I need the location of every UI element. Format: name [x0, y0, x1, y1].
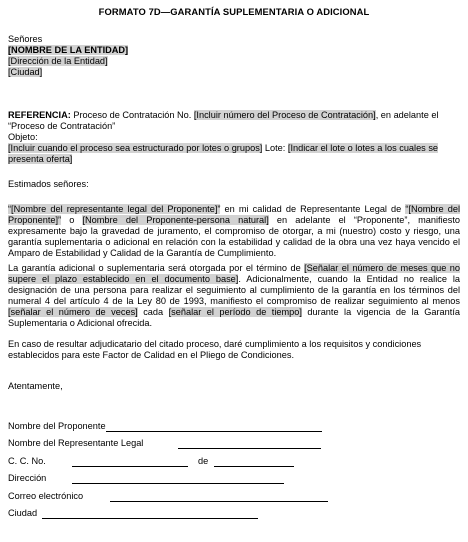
proponent-row [8, 414, 460, 432]
paragraph-text: durante la vigencia de la Garantía Suplementaria o Adicional ofrecida. [8, 307, 460, 328]
city-line[interactable] [42, 510, 258, 519]
months-placeholder: [Señalar el número de meses que no supere el plazo establecido en el documento base] [8, 263, 460, 284]
lot-value: [Indicar el lote o lotes a los cuales se presenta oferta] [8, 143, 439, 164]
paragraph-commitment [8, 204, 460, 259]
paragraph-text: La garantía adicional o suplementaria será otorgada por el término de [8, 263, 305, 273]
paragraph-text: cada [137, 307, 169, 317]
closing: Atentamente, [8, 381, 63, 391]
paragraph-text: . Adicionalmente, cuando la Entidad no realice la designación de una persona para realizar el seguimiento al cumplimiento de la garantía en los términos del numeral 4 del artículo 4 de la Ley 80 de 1993, manifiesto el compromiso de realizar seguimiento al menos [8, 274, 460, 306]
lot-label: Lote: [262, 143, 288, 153]
reference-line [8, 110, 460, 132]
representative-line[interactable] [178, 440, 321, 449]
paragraph-term [8, 263, 460, 329]
reference-label: REFERENCIA: [8, 110, 71, 120]
process-number-placeholder: [Incluir número del Proceso de Contratación] [193, 110, 376, 120]
entity-direction [8, 56, 460, 67]
email-row [8, 484, 460, 502]
address-row [8, 467, 460, 485]
cc-place-line[interactable] [214, 458, 294, 467]
lot-instruction: [Incluir cuando el proceso sea estructurado por lotes o grupos] [8, 143, 263, 153]
paragraph-text: en adelante el “Proponente”, manifiesto expresamente bajo la gravedad de juramento, el compromiso de otorgar, a mi (nuestro) costo y riesgo, una garantía suplementaria o adicional en relación con la estabilidad y calidad de la obra una vez haya vencido el Amparo de Estabilidad y Calidad de la Garantía de Cumplimiento. [8, 215, 461, 258]
entity-placeholder: [NOMBRE DE LA ENTIDAD] [8, 45, 129, 55]
entity-city [8, 67, 460, 78]
period-placeholder: [señalar el período de tiempo] [168, 307, 302, 317]
natural-person-placeholder: [Nombre del Proponente-persona natural] [82, 215, 269, 225]
email-line[interactable] [110, 493, 328, 502]
address-label: Dirección [8, 473, 47, 483]
paragraph-text: o [61, 215, 83, 225]
greeting: Señores [8, 34, 43, 44]
representative-row [8, 432, 460, 450]
reference-block [8, 110, 460, 165]
objeto-label: Objeto: [8, 132, 38, 142]
city-row [8, 502, 460, 520]
direction-placeholder: [Dirección de la Entidad] [8, 56, 108, 66]
document-title: FORMATO 7D—GARANTÍA SUPLEMENTARIA O ADICIONAL [98, 6, 370, 17]
representative-name-placeholder: “[Nombre del representante legal del Proponente]” [8, 204, 221, 214]
city-label: Ciudad [8, 508, 38, 518]
city-placeholder: [Ciudad] [8, 67, 43, 77]
cc-de-label: de [198, 455, 209, 466]
salutation: Estimados señores: [8, 179, 89, 189]
proponent-name-placeholder: “[Nombre del Proponente]” [8, 204, 460, 225]
cc-row [8, 449, 460, 467]
reference-text-1: Proceso de Contratación No. [70, 110, 194, 120]
reference-text-2: , en adelante el “Proceso de Contratación” [8, 110, 439, 131]
address-line[interactable] [72, 475, 284, 484]
proponent-label: Nombre del Proponente [8, 420, 106, 431]
cc-number-line[interactable] [72, 458, 188, 467]
proponent-line[interactable] [106, 423, 322, 432]
lot-line [8, 143, 460, 165]
cc-label: C. C. No. [8, 455, 46, 466]
signature-block [8, 414, 460, 519]
entity-name [8, 45, 460, 56]
times-placeholder: [señalar el número de veces] [8, 307, 138, 317]
paragraph-text: en mi calidad de Representante Legal de [220, 204, 406, 214]
representative-label: Nombre del Representante Legal [8, 438, 144, 448]
email-label: Correo electrónico [8, 490, 84, 501]
paragraph-compliance: En caso de resultar adjudicatario del citado proceso, daré cumplimiento a los requisitos y condiciones establecidos para este Factor de Calidad en el Pliego de Condiciones. [8, 339, 422, 360]
addressee-block [8, 34, 460, 78]
